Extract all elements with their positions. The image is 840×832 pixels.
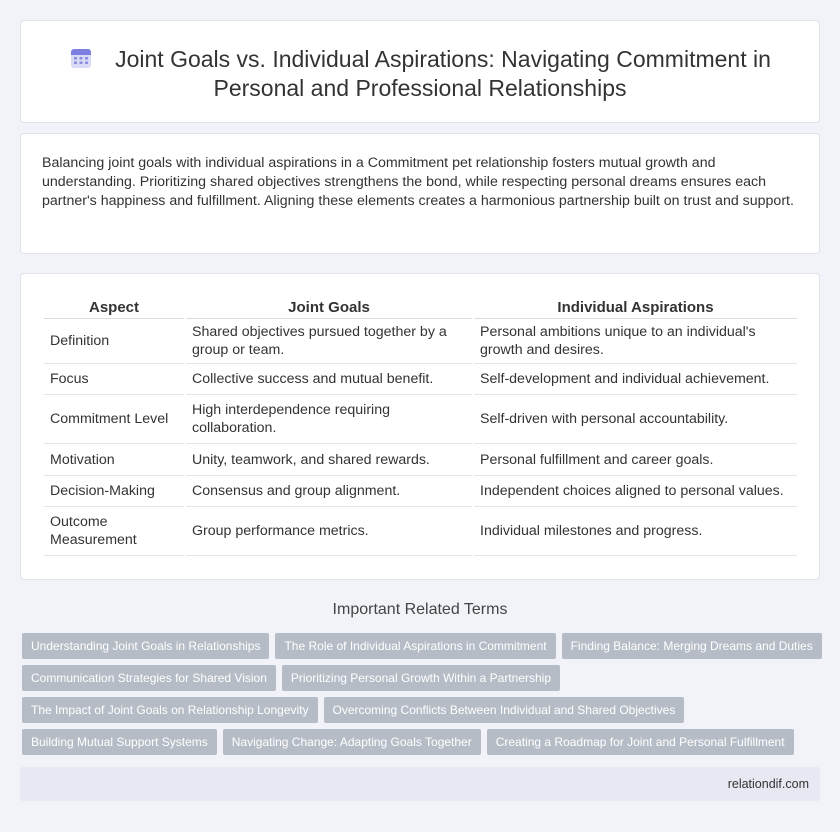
tag-row [22, 697, 822, 723]
tag-row [22, 633, 822, 659]
row-aspect: Outcome Measurement [44, 507, 184, 556]
comparison-table [42, 294, 799, 556]
table-header-row [44, 294, 797, 319]
row-individual-aspirations: Personal ambitions unique to an individual's growth and desires. [474, 319, 797, 364]
header-card [20, 20, 820, 123]
row-joint-goals: Collective success and mutual benefit. [186, 364, 472, 395]
related-terms-title: Important Related Terms [332, 601, 508, 618]
footer-site-link[interactable]: relationdif.com [727, 777, 809, 791]
row-individual-aspirations: Independent choices aligned to personal values. [474, 476, 797, 507]
related-terms-list [22, 633, 822, 761]
related-term-tag[interactable]: Communication Strategies for Shared Vision [22, 665, 276, 691]
row-aspect: Decision-Making [44, 476, 184, 507]
calendar-icon [69, 46, 93, 70]
table-row [44, 507, 797, 556]
row-aspect: Focus [44, 364, 184, 395]
table-row [44, 319, 797, 364]
row-aspect: Commitment Level [44, 395, 184, 444]
tag-row [22, 729, 822, 755]
row-individual-aspirations: Individual milestones and progress. [474, 507, 797, 556]
related-term-tag[interactable]: Navigating Change: Adapting Goals Together [223, 729, 481, 755]
row-joint-goals: Unity, teamwork, and shared rewards. [186, 444, 472, 476]
related-term-tag[interactable]: Building Mutual Support Systems [22, 729, 217, 755]
related-term-tag[interactable]: Understanding Joint Goals in Relationships [22, 633, 269, 659]
related-term-tag[interactable]: Prioritizing Personal Growth Within a Partnership [282, 665, 560, 691]
intro-card [20, 133, 820, 254]
related-term-tag[interactable]: The Impact of Joint Goals on Relationship Longevity [22, 697, 318, 723]
related-term-tag[interactable]: Creating a Roadmap for Joint and Personal Fulfillment [487, 729, 794, 755]
row-individual-aspirations: Personal fulfillment and career goals. [474, 444, 797, 476]
table-row [44, 364, 797, 395]
row-individual-aspirations: Self-development and individual achievement. [474, 364, 797, 395]
table-row [44, 476, 797, 507]
related-term-tag[interactable]: Finding Balance: Merging Dreams and Duties [562, 633, 822, 659]
table-row [44, 444, 797, 476]
page-title: Joint Goals vs. Individual Aspirations: Navigating Commitment in Personal and Professional Relationships [115, 46, 771, 101]
row-joint-goals: Shared objectives pursued together by a group or team. [186, 319, 472, 364]
intro-paragraph: Balancing joint goals with individual aspirations in a Commitment pet relationship fosters mutual growth and understanding. Prioritizing shared objectives strengthens the bond, while respecting personal dreams ensures each partner's happiness and fulfillment. Aligning these elements creates a harmonious partnership built on trust and support. [42, 155, 794, 209]
tag-row [22, 665, 822, 691]
footer [20, 767, 820, 801]
related-term-tag[interactable]: The Role of Individual Aspirations in Commitment [275, 633, 555, 659]
related-term-tag[interactable]: Overcoming Conflicts Between Individual and Shared Objectives [324, 697, 685, 723]
row-individual-aspirations: Self-driven with personal accountability. [474, 395, 797, 444]
row-joint-goals: Group performance metrics. [186, 507, 472, 556]
header-aspect: Aspect [44, 294, 184, 319]
row-joint-goals: High interdependence requiring collaboration. [186, 395, 472, 444]
row-aspect: Definition [44, 319, 184, 364]
row-joint-goals: Consensus and group alignment. [186, 476, 472, 507]
header-individual-aspirations: Individual Aspirations [474, 294, 797, 319]
comparison-card [20, 273, 820, 580]
header-joint-goals: Joint Goals [186, 294, 472, 319]
row-aspect: Motivation [44, 444, 184, 476]
page-title-wrap [21, 45, 819, 103]
table-row [44, 395, 797, 444]
